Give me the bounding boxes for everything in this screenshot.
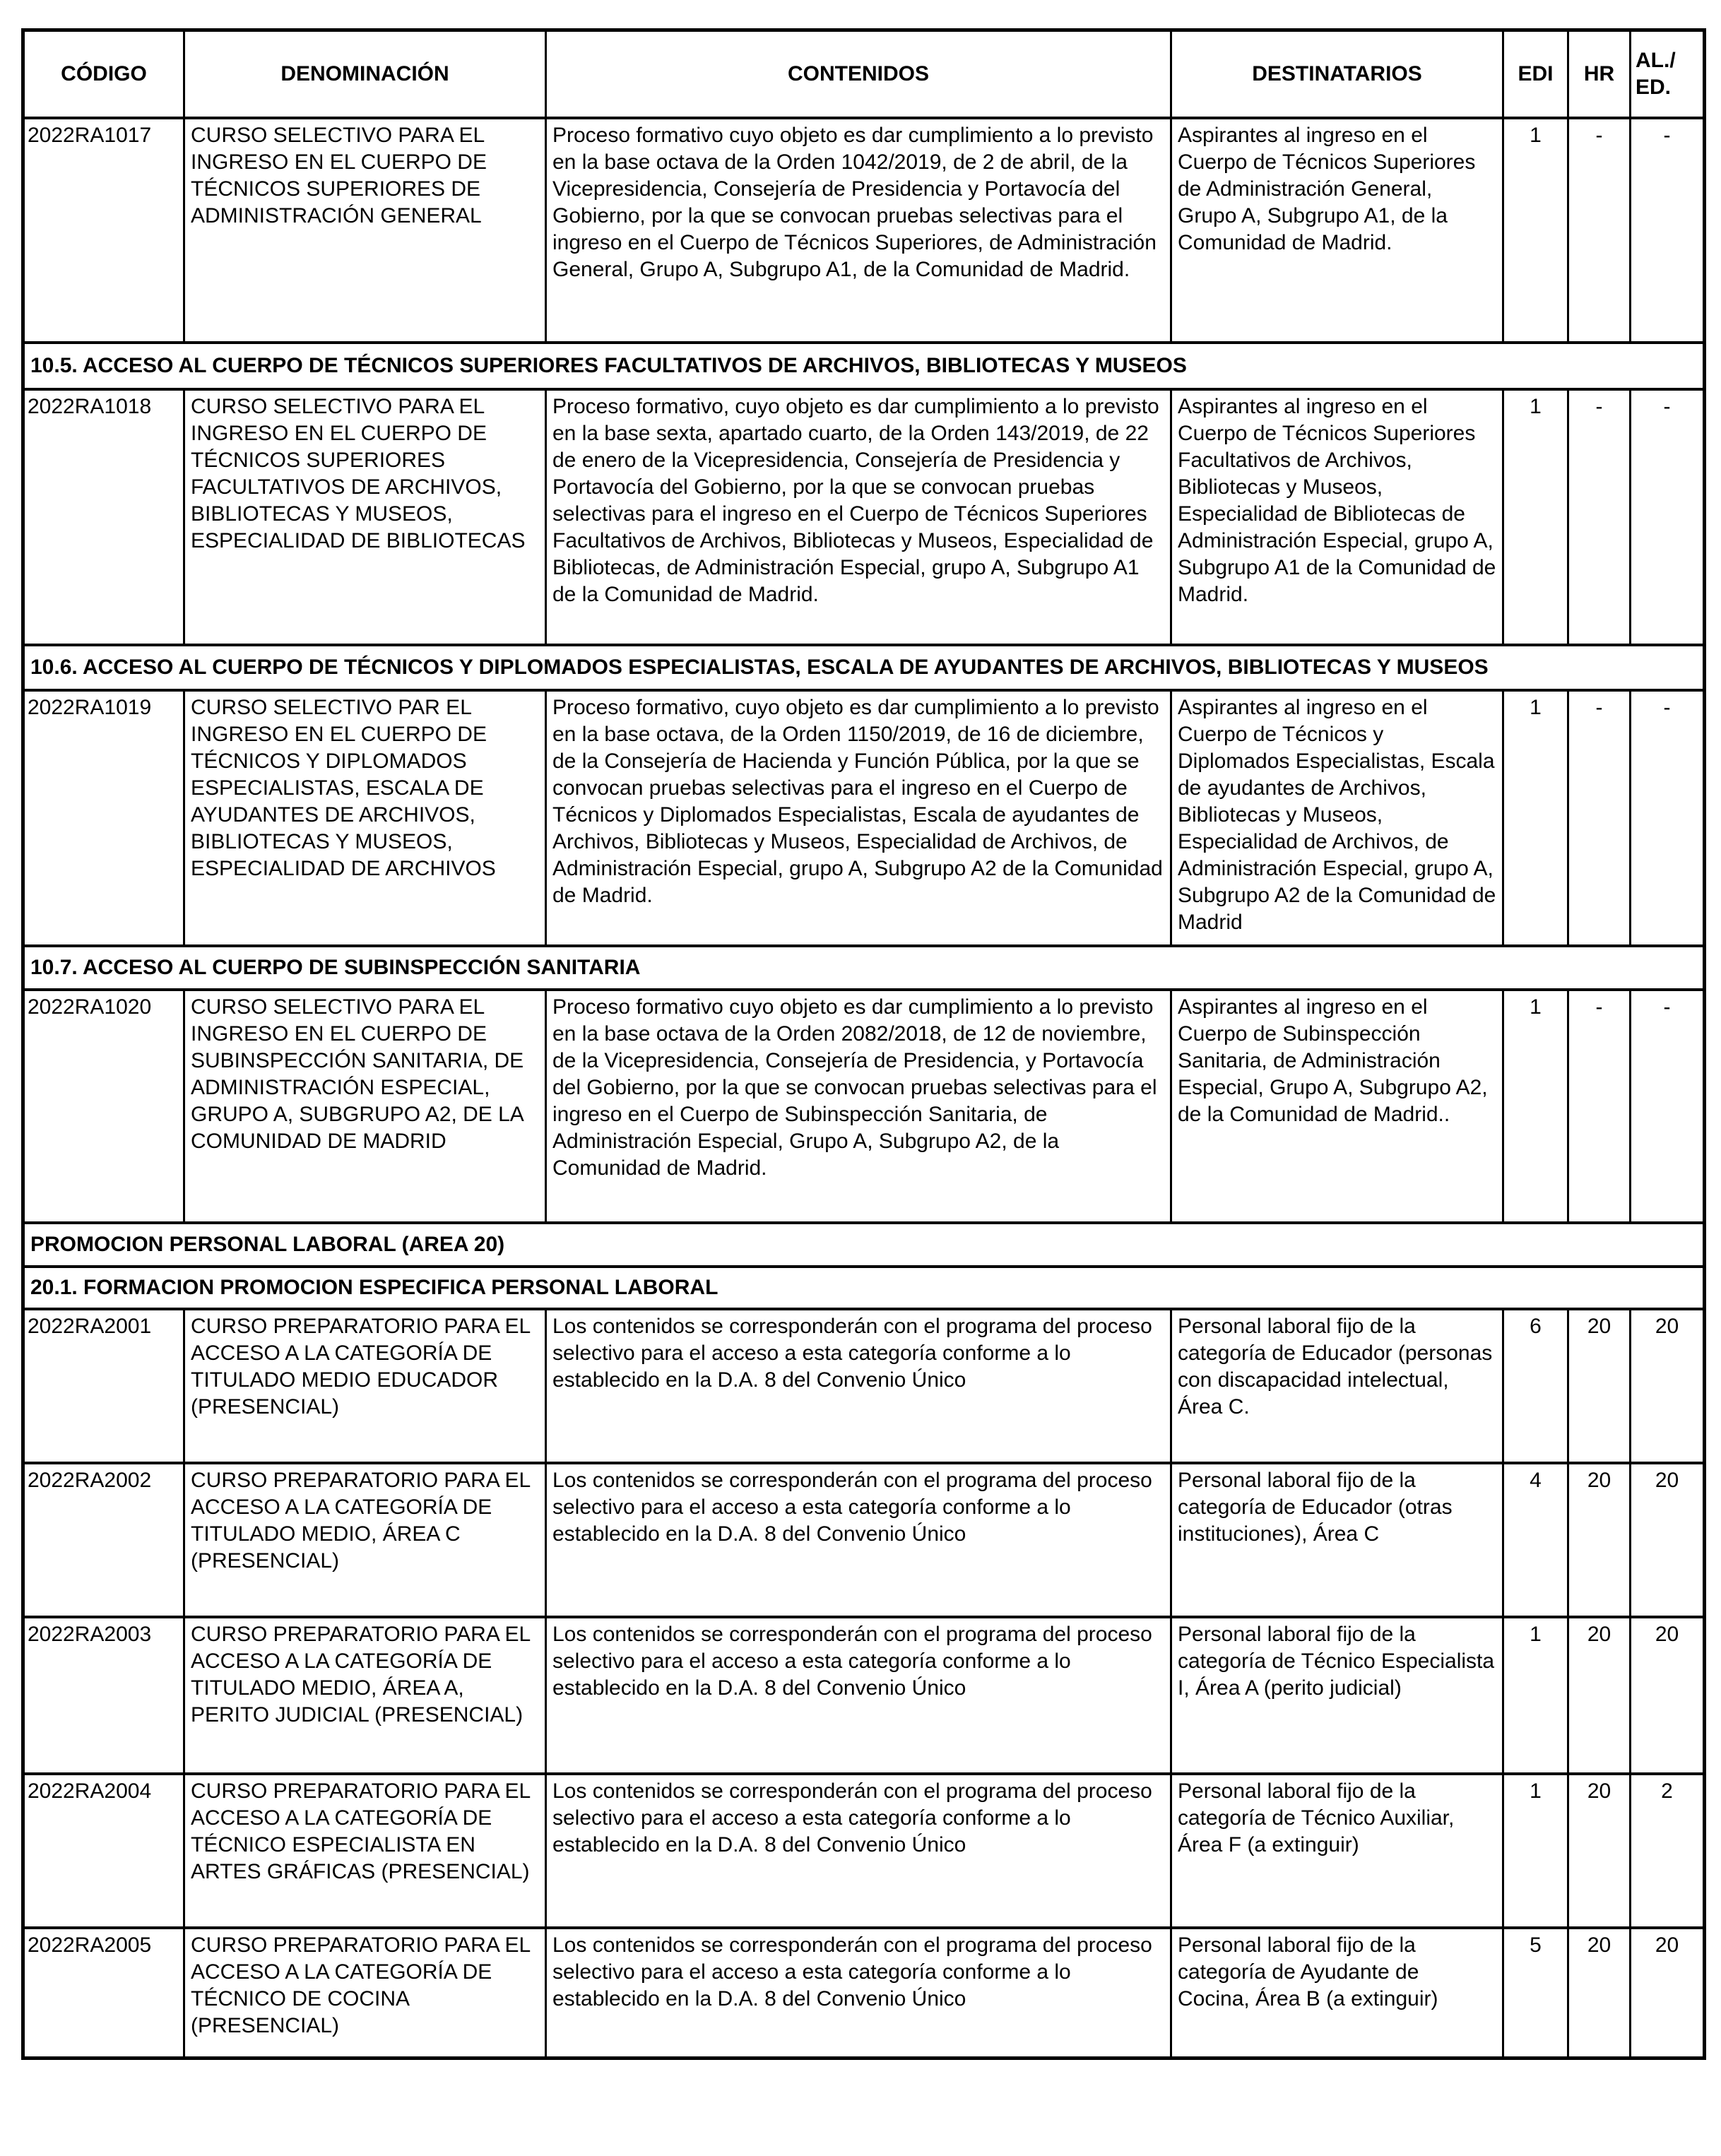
cell-destinatarios: Aspirantes al ingreso en el Cuerpo de Técnicos Superiores de Administración General, Grupo A, Subgrupo A1, de la Comunidad de Madrid. [1171, 118, 1503, 343]
cell-destinatarios: Personal laboral fijo de la categoría de Técnico Especialista I, Área A (perito judicial) [1171, 1617, 1503, 1774]
cell-hr: - [1568, 118, 1631, 343]
section-row-10-7 [23, 946, 1705, 990]
section-title: 10.5. ACCESO AL CUERPO DE TÉCNICOS SUPERIORES FACULTATIVOS DE ARCHIVOS, BIBLIOTECAS Y MUSEOS [23, 343, 1705, 389]
col-header-al-ed [1631, 30, 1705, 118]
cell-al-ed: 20 [1631, 1928, 1705, 2059]
cell-destinatarios: Aspirantes al ingreso en el Cuerpo de Técnicos y Diplomados Especialistas, Escala de ayudantes de Archivos, Bibliotecas y Museos, Especialidad de Archivos, de Administración Especial, grupo A, Subgrupo A2 de la Comunidad de Madrid [1171, 690, 1503, 946]
section-row-10-6 [23, 645, 1705, 690]
cell-denominacion: CURSO PREPARATORIO PARA EL ACCESO A LA CATEGORÍA DE TÉCNICO ESPECIALISTA EN ARTES GRÁFICAS (PRESENCIAL) [184, 1774, 546, 1928]
cell-codigo: 2022RA2003 [23, 1617, 184, 1774]
table-row-2022RA2001 [23, 1309, 1705, 1463]
cell-al-ed: 20 [1631, 1617, 1705, 1774]
cell-denominacion: CURSO PREPARATORIO PARA EL ACCESO A LA CATEGORÍA DE TITULADO MEDIO, ÁREA C (PRESENCIAL) [184, 1463, 546, 1617]
col-header-denominacion: DENOMINACIÓN [184, 30, 546, 118]
cell-hr: - [1568, 690, 1631, 946]
cell-denominacion: CURSO PREPARATORIO PARA EL ACCESO A LA CATEGORÍA DE TÉCNICO DE COCINA (PRESENCIAL) [184, 1928, 546, 2059]
table-row-2022RA1018 [23, 389, 1705, 645]
cell-contenidos: Proceso formativo, cuyo objeto es dar cumplimiento a lo previsto en la base sexta, apartado cuarto, de la Orden 143/2019, de 22 de enero de la Vicepresidencia, Consejería de Presidencia y Portavocía del Gobierno, por la que se convocan pruebas selectivas para el ingreso en el Cuerpo de Técnicos Superiores Facultativos de Archivos, Bibliotecas y Museos, Especialidad de Bibliotecas, de Administración Especial, grupo A, Subgrupo A1 de la Comunidad de Madrid. [546, 389, 1171, 645]
cell-denominacion: CURSO SELECTIVO PAR EL INGRESO EN EL CUERPO DE TÉCNICOS Y DIPLOMADOS ESPECIALISTAS, ESCALA DE AYUDANTES DE ARCHIVOS, BIBLIOTECAS Y MUSEOS, ESPECIALIDAD DE ARCHIVOS [184, 690, 546, 946]
table-row-2022RA1020 [23, 990, 1705, 1223]
cell-contenidos: Los contenidos se corresponderán con el programa del proceso selectivo para el acceso a esta categoría conforme a lo establecido en la D.A. 8 del Convenio Único [546, 1928, 1171, 2059]
cell-edi: 1 [1503, 990, 1568, 1223]
table-row-2022RA2005 [23, 1928, 1705, 2059]
col-header-hr: HR [1568, 30, 1631, 118]
cell-edi: 1 [1503, 389, 1568, 645]
cell-edi: 5 [1503, 1928, 1568, 2059]
col-header-codigo: CÓDIGO [23, 30, 184, 118]
cell-contenidos: Proceso formativo cuyo objeto es dar cumplimiento a lo previsto en la base octava de la Orden 2082/2018, de 12 de noviembre, de la Vicepresidencia, Consejería de Presidencia, y Portavocía del Gobierno, por la que se convocan pruebas selectivas para el ingreso en el Cuerpo de Subinspección Sanitaria, de Administración Especial, Grupo A, Subgrupo A2, de la Comunidad de Madrid. [546, 990, 1171, 1223]
section-title: 20.1. FORMACION PROMOCION ESPECIFICA PERSONAL LABORAL [23, 1267, 1705, 1309]
cell-edi: 6 [1503, 1309, 1568, 1463]
cell-codigo: 2022RA1020 [23, 990, 184, 1223]
cell-codigo: 2022RA2005 [23, 1928, 184, 2059]
cell-contenidos: Proceso formativo cuyo objeto es dar cumplimiento a lo previsto en la base octava de la Orden 1042/2019, de 2 de abril, de la Vicepresidencia, Consejería de Presidencia y Portavocía del Gobierno, por la que se convocan pruebas selectivas para el ingreso en el Cuerpo de Técnicos Superiores, de Administración General, Grupo A, Subgrupo A1, de la Comunidad de Madrid. [546, 118, 1171, 343]
cell-al-ed: - [1631, 389, 1705, 645]
col-header-al-line2: ED. [1636, 75, 1672, 99]
cell-codigo: 2022RA1017 [23, 118, 184, 343]
cell-destinatarios: Personal laboral fijo de la categoría de Educador (personas con discapacidad intelectual, Área C. [1171, 1309, 1503, 1463]
cell-denominacion: CURSO SELECTIVO PARA EL INGRESO EN EL CUERPO DE TÉCNICOS SUPERIORES FACULTATIVOS DE ARCHIVOS, BIBLIOTECAS Y MUSEOS, ESPECIALIDAD DE BIBLIOTECAS [184, 389, 546, 645]
cell-destinatarios: Personal laboral fijo de la categoría de Educador (otras instituciones), Área C [1171, 1463, 1503, 1617]
cell-hr: - [1568, 990, 1631, 1223]
cell-denominacion: CURSO PREPARATORIO PARA EL ACCESO A LA CATEGORÍA DE TITULADO MEDIO EDUCADOR (PRESENCIAL) [184, 1309, 546, 1463]
section-row-10-5 [23, 343, 1705, 389]
cell-hr: 20 [1568, 1617, 1631, 1774]
cell-hr: 20 [1568, 1928, 1631, 2059]
cell-contenidos: Los contenidos se corresponderán con el programa del proceso selectivo para el acceso a esta categoría conforme a lo establecido en la D.A. 8 del Convenio Único [546, 1309, 1171, 1463]
table-row-2022RA1017 [23, 118, 1705, 343]
cell-hr: 20 [1568, 1309, 1631, 1463]
cell-codigo: 2022RA2001 [23, 1309, 184, 1463]
cell-edi: 1 [1503, 1774, 1568, 1928]
cell-destinatarios: Personal laboral fijo de la categoría de Técnico Auxiliar, Área F (a extinguir) [1171, 1774, 1503, 1928]
table-row-2022RA1019 [23, 690, 1705, 946]
cell-edi: 1 [1503, 690, 1568, 946]
cell-codigo: 2022RA2002 [23, 1463, 184, 1617]
cell-contenidos: Los contenidos se corresponderán con el programa del proceso selectivo para el acceso a esta categoría conforme a lo establecido en la D.A. 8 del Convenio Único [546, 1463, 1171, 1617]
cell-denominacion: CURSO PREPARATORIO PARA EL ACCESO A LA CATEGORÍA DE TITULADO MEDIO, ÁREA A, PERITO JUDICIAL (PRESENCIAL) [184, 1617, 546, 1774]
cell-edi: 1 [1503, 118, 1568, 343]
table-row-2022RA2004 [23, 1774, 1705, 1928]
col-header-edi: EDI [1503, 30, 1568, 118]
col-header-contenidos: CONTENIDOS [546, 30, 1171, 118]
cell-contenidos: Proceso formativo, cuyo objeto es dar cumplimiento a lo previsto en la base octava, de la Orden 1150/2019, de 16 de diciembre, de la Consejería de Hacienda y Función Pública, por la que se convocan pruebas selectivas para el ingreso en el Cuerpo de Técnicos y Diplomados Especialistas, Escala de ayudantes de Archivos, Bibliotecas y Museos, Especialidad de Archivos, de Administración Especial, grupo A, Subgrupo A2 de la Comunidad de Madrid. [546, 690, 1171, 946]
cell-denominacion: CURSO SELECTIVO PARA EL INGRESO EN EL CUERPO DE TÉCNICOS SUPERIORES DE ADMINISTRACIÓN GENERAL [184, 118, 546, 343]
cell-destinatarios: Aspirantes al ingreso en el Cuerpo de Subinspección Sanitaria, de Administración Especial, Grupo A, Subgrupo A2, de la Comunidad de Madrid.. [1171, 990, 1503, 1223]
cell-al-ed: - [1631, 990, 1705, 1223]
cell-al-ed: 2 [1631, 1774, 1705, 1928]
cell-codigo: 2022RA1019 [23, 690, 184, 946]
section-title: PROMOCION PERSONAL LABORAL (AREA 20) [23, 1223, 1705, 1267]
courses-table [21, 28, 1706, 2060]
section-title: 10.7. ACCESO AL CUERPO DE SUBINSPECCIÓN SANITARIA [23, 946, 1705, 990]
cell-denominacion: CURSO SELECTIVO PARA EL INGRESO EN EL CUERPO DE SUBINSPECCIÓN SANITARIA, DE ADMINISTRACIÓN ESPECIAL, GRUPO A, SUBGRUPO A2, DE LA COMUNIDAD DE MADRID [184, 990, 546, 1223]
cell-al-ed: 20 [1631, 1309, 1705, 1463]
cell-destinatarios: Aspirantes al ingreso en el Cuerpo de Técnicos Superiores Facultativos de Archivos, Bibliotecas y Museos, Especialidad de Bibliotecas de Administración Especial, grupo A, Subgrupo A1 de la Comunidad de Madrid. [1171, 389, 1503, 645]
section-title: 10.6. ACCESO AL CUERPO DE TÉCNICOS Y DIPLOMADOS ESPECIALISTAS, ESCALA DE AYUDANTES DE ARCHIVOS, BIBLIOTECAS Y MUSEOS [23, 645, 1705, 690]
cell-codigo: 2022RA1018 [23, 389, 184, 645]
cell-codigo: 2022RA2004 [23, 1774, 184, 1928]
header-row [23, 30, 1705, 118]
table-row-2022RA2003 [23, 1617, 1705, 1774]
cell-destinatarios: Personal laboral fijo de la categoría de Ayudante de Cocina, Área B (a extinguir) [1171, 1928, 1503, 2059]
cell-contenidos: Los contenidos se corresponderán con el programa del proceso selectivo para el acceso a esta categoría conforme a lo establecido en la D.A. 8 del Convenio Único [546, 1617, 1171, 1774]
cell-al-ed: - [1631, 118, 1705, 343]
cell-hr: 20 [1568, 1463, 1631, 1617]
cell-al-ed: - [1631, 690, 1705, 946]
table-row-2022RA2002 [23, 1463, 1705, 1617]
cell-hr: 20 [1568, 1774, 1631, 1928]
col-header-al-line1: AL./ [1636, 48, 1676, 72]
section-row-promocion-laboral [23, 1223, 1705, 1267]
section-row-20-1 [23, 1267, 1705, 1309]
cell-contenidos: Los contenidos se corresponderán con el programa del proceso selectivo para el acceso a esta categoría conforme a lo establecido en la D.A. 8 del Convenio Único [546, 1774, 1171, 1928]
cell-al-ed: 20 [1631, 1463, 1705, 1617]
col-header-destinatarios: DESTINATARIOS [1171, 30, 1503, 118]
cell-edi: 1 [1503, 1617, 1568, 1774]
cell-hr: - [1568, 389, 1631, 645]
cell-edi: 4 [1503, 1463, 1568, 1617]
